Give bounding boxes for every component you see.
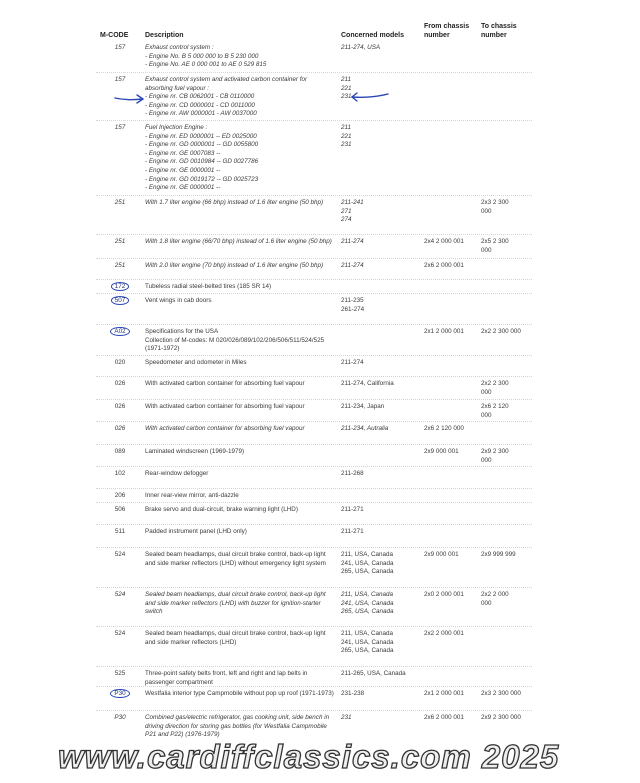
- row-description: With 1.7 liter engine (66 bhp) instead of 1.6 liter engine (50 bhp): [145, 199, 324, 206]
- row-description: Inner rear-view mirror, anti-dazzle: [145, 492, 239, 499]
- row-models: 211-234, Autralia: [341, 425, 389, 432]
- header-to: To chassis number: [481, 23, 517, 39]
- row-code: 251: [114, 262, 126, 269]
- row-description: Westfalia interior type Campmobile without pop up roof (1971-1973): [145, 690, 334, 697]
- row-code: 102: [114, 470, 126, 477]
- row-to-chassis: 2x6 2 120 000: [481, 403, 509, 419]
- row-description: With activated carbon container for absorbing fuel vapour: [145, 380, 305, 387]
- row-code: 251: [114, 238, 126, 245]
- row-description: Sealed beam headlamps, dual circuit brake control, back-up light and side marker reflectors (LHD): [145, 630, 326, 646]
- row-description: Padded instrument panel (LHD only): [145, 528, 247, 535]
- circled-code: P30: [110, 689, 129, 698]
- row-description: Tubeless radial steel-belted tires (185 SR 14): [145, 283, 272, 290]
- row-code: 206: [114, 492, 126, 499]
- row-code: 026: [114, 403, 126, 410]
- watermark-text: www.cardiffclassics.com 2025: [58, 738, 560, 775]
- row-models: 211 221 231: [341, 124, 352, 149]
- row-description: Exhaust control system : - Engine No. B 5 000 000 to B 5 230 000 - Engine No. AE 0 000 001 to AE 0 529 815: [145, 44, 267, 69]
- row-description: With 2.0 liter engine (70 bhp) instead of 1.6 liter engine (50 bhp): [145, 262, 324, 269]
- row-to-chassis: 2x2 2 000 000: [481, 591, 509, 607]
- row-code: P30: [114, 714, 126, 721]
- row-code: 506: [114, 506, 126, 513]
- arrow-right-icon: [352, 93, 388, 101]
- row-from-chassis: 2x2 2 000 001: [424, 630, 464, 637]
- row-from-chassis: 2x6 2 120 000: [424, 425, 464, 432]
- row-to-chassis: 2x2 2 300 000: [481, 328, 521, 335]
- row-from-chassis: 2x0 2 000 001: [424, 591, 464, 598]
- row-code: 524: [114, 630, 126, 637]
- row-models: 211-235 261-274: [341, 297, 365, 313]
- row-models: 211-274, California: [341, 380, 394, 387]
- row-code: 020: [114, 359, 126, 366]
- circled-code: 507: [111, 296, 130, 305]
- row-to-chassis: 2x9 2 300 000: [481, 714, 521, 721]
- row-description: Vent wings in cab doors: [145, 297, 212, 304]
- row-code: 157: [114, 76, 126, 83]
- row-from-chassis: 2x9 000 001: [424, 551, 459, 558]
- row-models: 211, USA, Canada 241, USA, Canada 265, USA, Canada: [341, 591, 394, 616]
- row-models: 211-241 271 274: [341, 199, 364, 224]
- row-from-chassis: 2x6 2 000 001: [424, 714, 464, 721]
- row-from-chassis: 2x9 000 001: [424, 448, 459, 455]
- row-models: 211, USA, Canada 241, USA, Canada 265, USA, Canada: [341, 630, 394, 655]
- row-from-chassis: 2x1 2 000 001: [424, 328, 464, 335]
- row-code: 251: [114, 199, 126, 206]
- row-models: 231: [341, 714, 352, 721]
- row-models: 231-238: [341, 690, 365, 697]
- row-models: 211-274: [341, 359, 364, 366]
- row-models: 211-271: [341, 506, 364, 513]
- row-from-chassis: 2x1 2 000 001: [424, 690, 464, 697]
- row-description: Combined gas/electric refrigerator, gas cooking unit, side bench in driving direction for storing gas bottles (for Westfalia Campmobile P21 and P22) (1976-1979): [145, 714, 330, 739]
- row-description: Three-point safety belts front, left and right and lap belts in passenger compartment: [145, 670, 308, 686]
- row-to-chassis: 2x9 2 300 000: [481, 448, 509, 464]
- arrow-left-icon: [115, 95, 143, 103]
- row-description: Rear-window defogger: [145, 470, 209, 477]
- row-description: With activated carbon container for absorbing fuel vapour: [145, 425, 305, 432]
- row-to-chassis: 2x2 2 300 000: [481, 380, 509, 396]
- row-description: With 1.8 liter engine (66/70 bhp) instead of 1.6 liter engine (50 bhp): [145, 238, 332, 245]
- header-mcode: M-CODE: [100, 32, 129, 39]
- row-description: Speedometer and odometer in Miles: [145, 359, 247, 366]
- circled-code: 172: [111, 282, 130, 291]
- row-description: Brake servo and dual-circuit, brake warning light (LHD): [145, 506, 298, 513]
- row-code: 157: [114, 44, 126, 51]
- row-models: 211-274, USA: [341, 44, 381, 51]
- row-description: Fuel Injection Engine : - Engine nr. ED 0000001 -- ED 0025000 - Engine nr. GD 0000001 -- GD 0055800 - Engine nr. GE 0007083 -- - Engine nr. GD 0010984 -- GD 0027786 - Engine nr. GE 0000001 -- - Engine nr. GD 0019172 -- GD 0025723 - Engine nr. GE 0000001 --: [145, 124, 259, 192]
- row-models: 211-271: [341, 528, 364, 535]
- row-code: 026: [114, 425, 126, 432]
- row-code: 524: [114, 591, 126, 598]
- header-from: From chassis number: [424, 23, 470, 39]
- row-models: 211 221 231: [341, 76, 352, 101]
- row-description: Sealed beam headlamps, dual circuit brake control, back-up light and side marker reflectors (LHD) with buzzer for ignition-starter switch: [145, 591, 326, 616]
- row-code: 511: [114, 528, 126, 535]
- row-code: 524: [114, 551, 126, 558]
- row-models: 211-268: [341, 470, 364, 477]
- row-description: Specifications for the USA Collection of M-codes: M 020/026/089/102/206/506/511/524/525 (1971-1972): [145, 328, 325, 353]
- row-code: 157: [114, 124, 126, 131]
- row-models: 211, USA, Canada 241, USA, Canada 265, USA, Canada: [341, 551, 394, 576]
- row-models: 211-234, Japan: [341, 403, 385, 410]
- row-code: 026: [114, 380, 126, 387]
- header-description: Description: [145, 32, 184, 39]
- row-models: 211-274: [341, 238, 364, 245]
- row-code: 525: [114, 670, 126, 677]
- row-models: 211-274: [341, 262, 364, 269]
- row-to-chassis: 2x9 999 999: [481, 551, 516, 558]
- row-description: Exhaust control system and activated carbon container for absorbing fuel vapour : - Engine nr. CB 0062001 - CB 0110000 - Engine nr. CD 0000001 - CD 0011000 - Engine nr. AW 0000001 - AW 0037000: [145, 76, 308, 118]
- row-models: 211-265, USA, Canada: [341, 670, 406, 677]
- header-models: Concerned models: [341, 32, 405, 39]
- row-from-chassis: 2x4 2 000 001: [424, 238, 464, 245]
- row-to-chassis: 2x3 2 300 000: [481, 199, 509, 215]
- row-description: Laminated windscreen (1969-1979): [145, 448, 245, 455]
- row-from-chassis: 2x6 2 000 001: [424, 262, 464, 269]
- row-code: 089: [114, 448, 126, 455]
- row-to-chassis: 2x5 2 300 000: [481, 238, 509, 254]
- circled-code: A02: [110, 327, 129, 336]
- row-to-chassis: 2x3 2 300 000: [481, 690, 521, 697]
- row-description: With activated carbon container for absorbing fuel vapour: [145, 403, 305, 410]
- row-description: Sealed beam headlamps, dual circuit brake control, back-up light and side marker reflectors (LHD) without emergency light system: [145, 551, 326, 567]
